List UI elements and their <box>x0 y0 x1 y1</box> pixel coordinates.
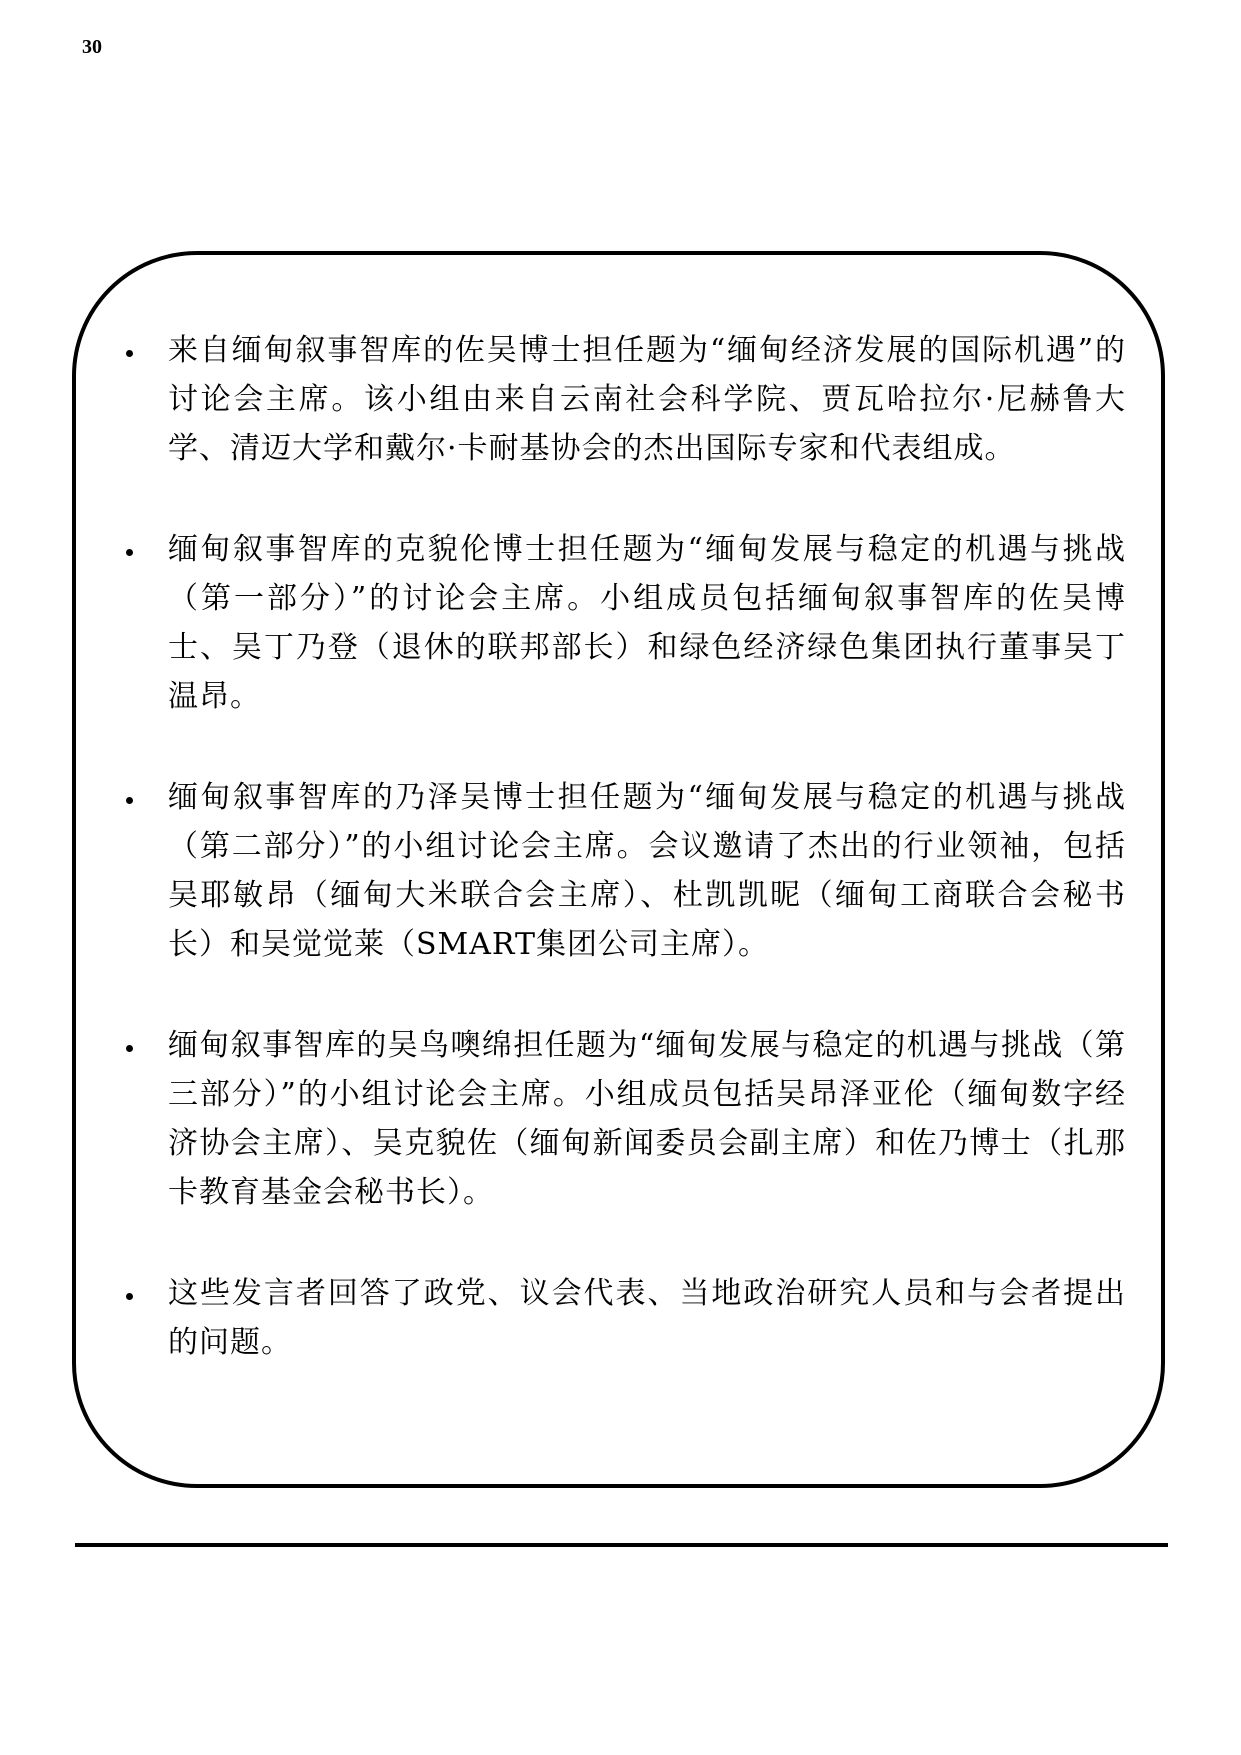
bullet-dot-icon <box>126 1293 133 1300</box>
list-item-text: 缅甸叙事智库的吴鸟噢绵担任题为“缅甸发展与稳定的机遇与挑战（第三部分）”的小组讨论会主席。小组成员包括吴昂泽亚伦（缅甸数字经济协会主席）、吴克貌佐（缅甸新闻委员会副主席）和佐乃博士（扎那卡教育基金会秘书长）。 <box>168 1028 1126 1210</box>
footer-divider <box>75 1543 1168 1547</box>
list-item-text: 来自缅甸叙事智库的佐吴博士担任题为“缅甸经济发展的国际机遇”的讨论会主席。该小组由来自云南社会科学院、贾瓦哈拉尔·尼赫鲁大学、清迈大学和戴尔·卡耐基协会的杰出国际专家和代表组成。 <box>168 333 1126 466</box>
bullet-dot-icon <box>126 549 133 556</box>
list-item <box>126 1021 1126 1217</box>
bullet-list <box>126 326 1126 1419</box>
list-item <box>126 326 1126 473</box>
bullet-dot-icon <box>126 1045 133 1052</box>
bullet-dot-icon <box>126 797 133 804</box>
list-item-text: 缅甸叙事智库的乃泽吴博士担任题为“缅甸发展与稳定的机遇与挑战（第二部分）”的小组讨论会主席。会议邀请了杰出的行业领袖，包括吴耶敏昂（缅甸大米联合会主席）、杜凯凯昵（缅甸工商联合会秘书长）和吴觉觉莱（SMART集团公司主席）。 <box>168 780 1126 962</box>
page-number: 30 <box>82 36 102 58</box>
list-item <box>126 525 1126 721</box>
summary-box <box>72 251 1165 1488</box>
bullet-dot-icon <box>126 350 133 357</box>
list-item <box>126 773 1126 969</box>
list-item <box>126 1269 1126 1367</box>
list-item-text: 这些发言者回答了政党、议会代表、当地政治研究人员和与会者提出的问题。 <box>168 1276 1126 1360</box>
list-item-text: 缅甸叙事智库的克貌伦博士担任题为“缅甸发展与稳定的机遇与挑战（第一部分）”的讨论会主席。小组成员包括缅甸叙事智库的佐吴博士、吴丁乃登（退休的联邦部长）和绿色经济绿色集团执行董事吴丁温昂。 <box>168 532 1126 714</box>
